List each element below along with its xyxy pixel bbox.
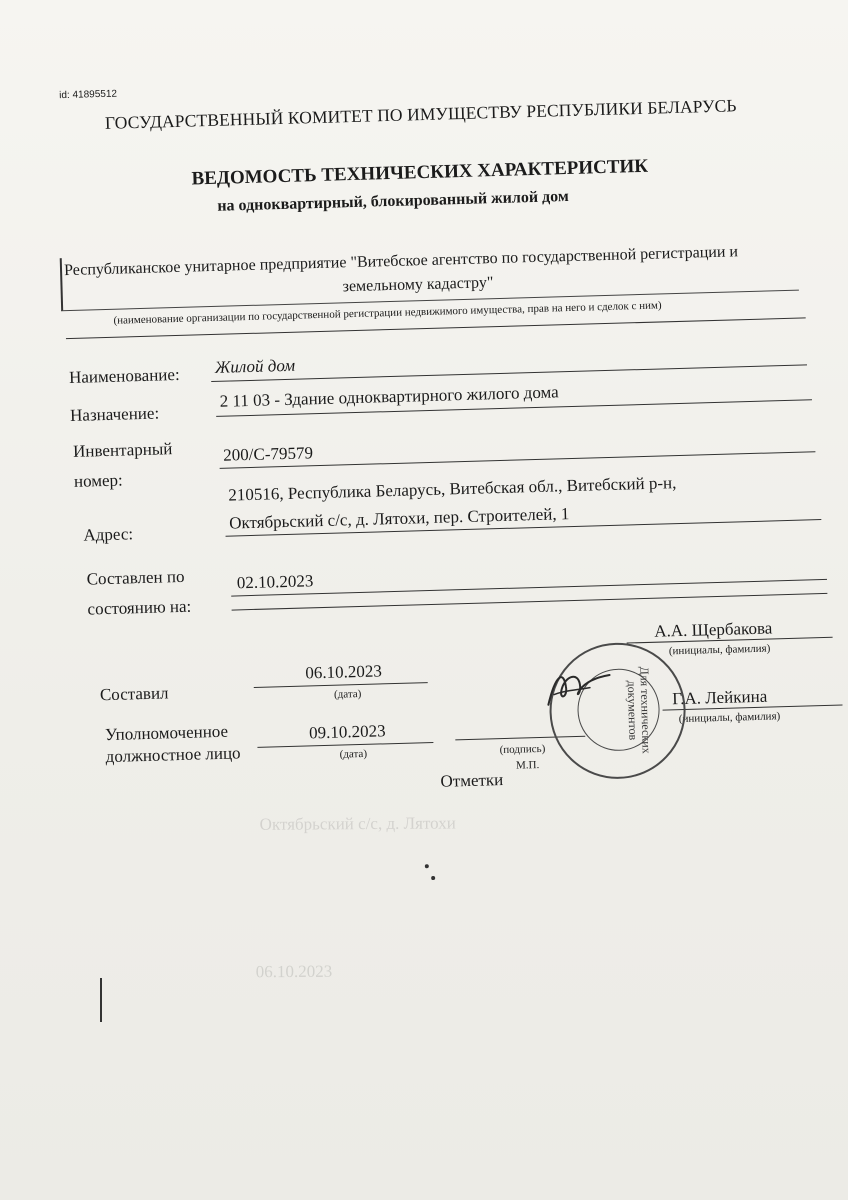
authorized-label-line-2: должностное лицо xyxy=(105,743,241,767)
authorized-name-caption: (инициалы, фамилия) xyxy=(678,710,781,726)
compiled-label: Составил xyxy=(99,683,169,705)
margin-mark xyxy=(100,978,102,1022)
authorized-name: Г.А. Лейкина xyxy=(671,686,768,709)
document-id: id: 41895512 xyxy=(59,88,118,102)
organization-line-1: Республиканское унитарное предприятие "Витебское агентство по государственной регистрации и xyxy=(63,243,739,280)
name-value: Жилой дом xyxy=(214,355,296,377)
inventory-value: 200/С-79579 xyxy=(223,443,314,465)
compiled-date-underline xyxy=(254,682,428,688)
committee-heading: ГОСУДАРСТВЕННЫЙ КОМИТЕТ ПО ИМУЩЕСТВУ РЕСПУБЛИКИ БЕЛАРУСЬ xyxy=(104,95,737,133)
authorized-date-underline xyxy=(257,742,433,748)
as-of-underline-2 xyxy=(232,593,828,611)
document-subtitle: на одноквартирный, блокированный жилой дом xyxy=(217,187,569,215)
document-title: ВЕДОМОСТЬ ТЕХНИЧЕСКИХ ХАРАКТЕРИСТИК xyxy=(191,155,649,190)
authorized-date: 09.10.2023 xyxy=(308,721,386,743)
inventory-label-line-1: Инвентарный xyxy=(72,439,173,461)
purpose-value: 2 11 03 - Здание одноквартирного жилого дома xyxy=(219,382,559,411)
ink-speck xyxy=(425,864,429,868)
notes-title: Отметки xyxy=(440,770,504,791)
name-label: Наименование: xyxy=(68,364,180,388)
ink-speck xyxy=(431,876,435,880)
address-line-2: Октябрьский с/с, д. Лятохи, пер. Строителей, 1 xyxy=(228,504,570,533)
compiled-name-caption: (инициалы, фамилия) xyxy=(668,642,771,658)
signature-caption: (подпись) xyxy=(499,742,546,757)
as-of-label-line-2: состоянию на: xyxy=(87,596,192,619)
name-underline xyxy=(211,364,807,382)
inventory-label-line-2: номер: xyxy=(73,470,124,491)
official-stamp xyxy=(548,641,688,781)
compiled-name: А.А. Щербакова xyxy=(654,618,773,641)
as-of-underline xyxy=(231,579,827,597)
handwritten-signature xyxy=(543,663,614,711)
address-line-1: 210516, Республика Беларусь, Витебская обл., Витебский р-н, xyxy=(228,473,677,505)
bleed-through-text: 06.10.2023 xyxy=(255,961,333,982)
authorized-label-line-1: Уполномоченное xyxy=(104,721,229,745)
seal-caption: М.П. xyxy=(515,759,540,772)
stamp-center-text: Для технических документов xyxy=(624,666,654,754)
address-label: Адрес: xyxy=(83,524,134,545)
authorized-date-caption: (дата) xyxy=(339,747,368,761)
compiled-date: 06.10.2023 xyxy=(305,661,383,683)
purpose-label: Назначение: xyxy=(69,403,160,425)
as-of-value: 02.10.2023 xyxy=(236,571,314,593)
as-of-label-line-1: Составлен по xyxy=(86,566,185,589)
bleed-through-text: Октябрьский с/с, д. Лятохи xyxy=(259,813,456,834)
organization-line-2: земельному кадастру" xyxy=(342,274,494,296)
compiled-date-caption: (дата) xyxy=(333,687,362,701)
organization-caption: (наименование организации по государственной регистрации недвижимого имущества, прав на него и сделок с ним) xyxy=(113,299,662,327)
